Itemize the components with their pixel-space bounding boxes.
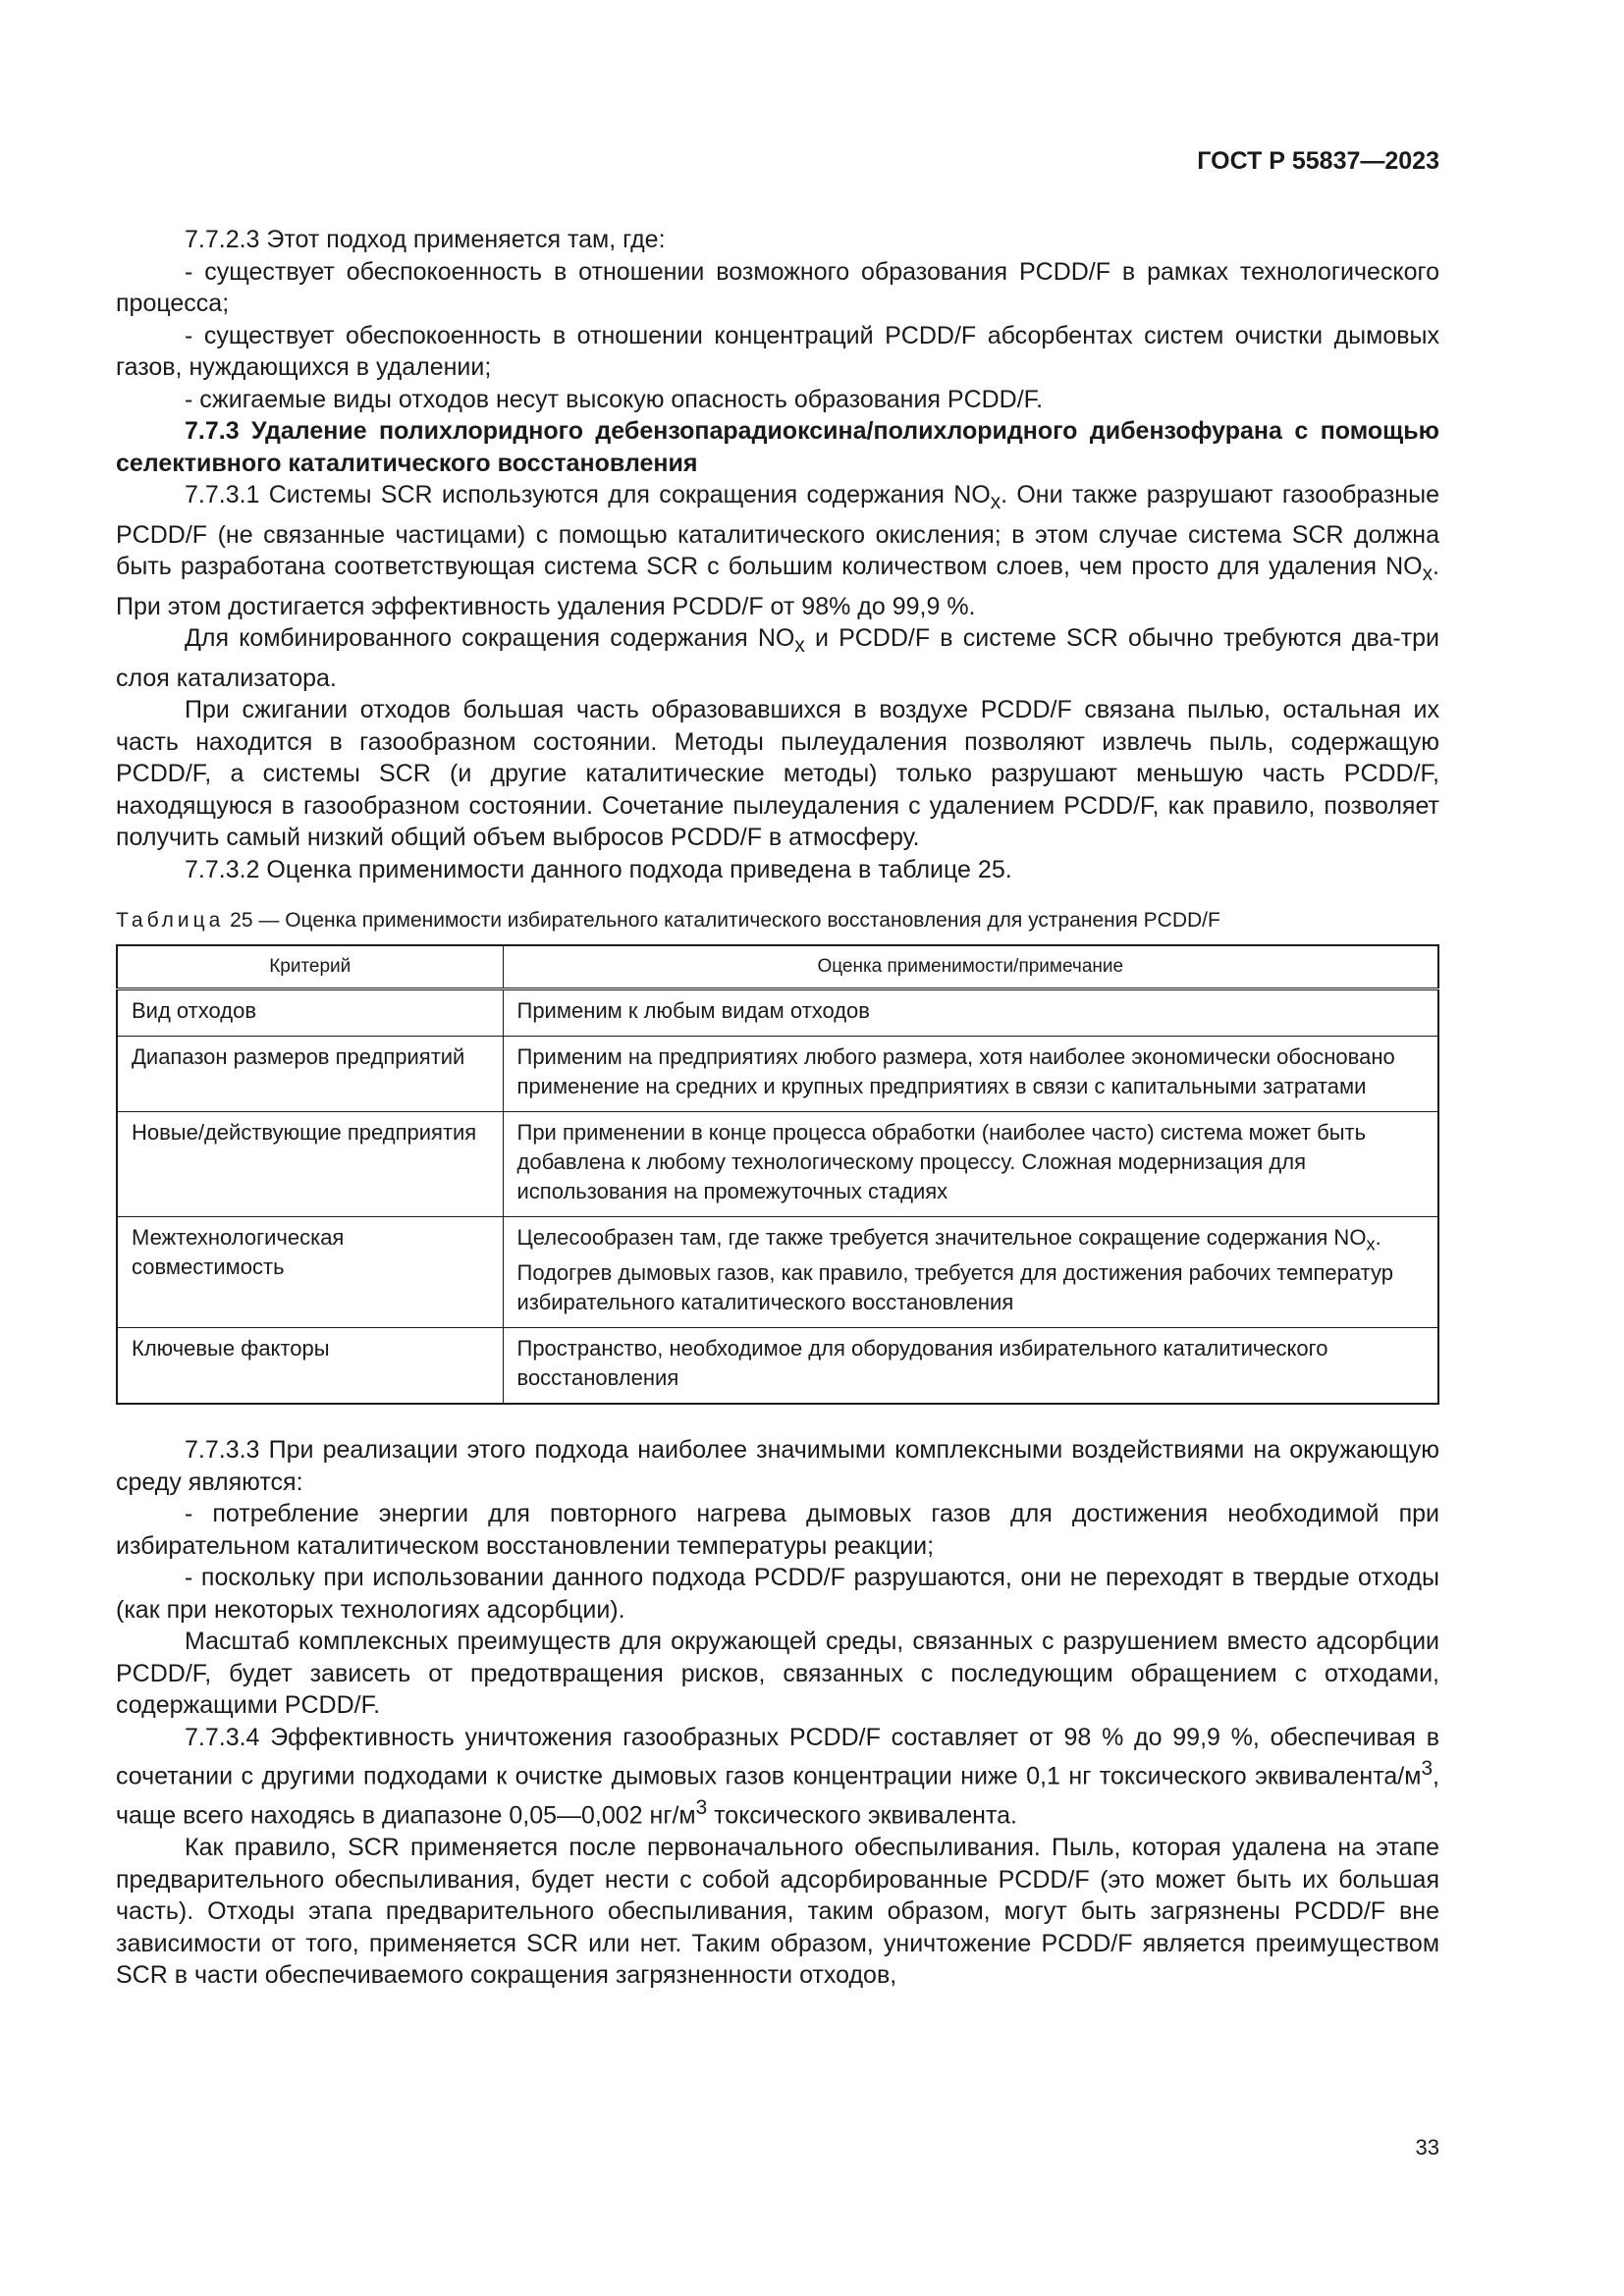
- table-cell-note: Пространство, необходимое для оборудования избирательного каталитического восстановления: [503, 1328, 1438, 1405]
- subscript: x: [990, 491, 1001, 513]
- superscript: 3: [1421, 1757, 1434, 1781]
- subscript: x: [1422, 562, 1434, 585]
- list-item: - потребление энергии для повторного нагрева дымовых газов для достижения необходимой при избирательном каталитическом восстановлении температуры реакции;: [116, 1500, 1439, 1560]
- list-item: - сжигаемые виды отходов несут высокую опасность образования PCDD/F.: [185, 385, 1044, 413]
- table-row: [117, 1112, 1438, 1217]
- table-header-row: [117, 945, 1438, 989]
- paragraph: [116, 1722, 1439, 1832]
- list-item: - поскольку при использовании данного подхода PCDD/F разрушаются, они не переходят в твердые отходы (как при некоторых технологиях адсорбции).: [116, 1564, 1439, 1624]
- paragraph: При сжигании отходов большая часть образовавшихся в воздухе PCDD/F связана пылью, остальная их часть находится в газообразном состоянии. Методы пылеудаления позволяют извлечь пыль, содержащую PCDD/F, а системы SCR (и другие каталитические методы) только разрушают меньшую часть PCDD/F, находящуюся в газообразном состоянии. Сочетание пылеудаления с удалением PCDD/F, как правило, позволяет получить самый низкий общий объем выбросов PCDD/F в атмосферу.: [116, 696, 1439, 851]
- column-header-assessment: Оценка применимости/примечание: [503, 945, 1438, 989]
- text-run: . При этом достигается эффективность удаления PCDD/F от 98% до 99,9 %.: [116, 553, 1439, 620]
- table-cell-note: Применим на предприятиях любого размера, хотя наиболее экономически обосновано применение на средних и крупных предприятиях в связи с капитальными затратами: [503, 1037, 1438, 1112]
- text-run: Для комбинированного сокращения содержания NO: [185, 624, 795, 652]
- section-heading: 7.7.3 Удаление полихлоридного дебензопарадиоксина/полихлоридного дибензофурана с помощью селективного каталитического восстановления: [116, 417, 1439, 477]
- text-run: и PCDD/F в системе SCR обычно требуются два-три слоя катализатора.: [116, 624, 1439, 692]
- text-run: . Они также разрушают газообразные PCDD/F (не связанные частицами) с помощью каталитического окисления; в этом случае система SCR должна быть разработана соответствующая система SCR с большим количеством слоев, чем просто для удаления NO: [116, 481, 1439, 580]
- paragraph: Как правило, SCR применяется после первоначального обеспыливания. Пыль, которая удалена на этапе предварительного обеспыливания, будет нести с собой адсорбированные PCDD/F (это может быть их большая часть). Отходы этапа предварительного обеспыливания, таким образом, могут быть загрязнены PCDD/F вне зависимости от того, применяется SCR или нет. Таким образом, уничтожение PCDD/F является преимуществом SCR в части обеспечиваемого сокращения загрязненности отходов,: [116, 1834, 1439, 1990]
- table-cell-criterion: Новые/действующие предприятия: [117, 1112, 503, 1217]
- table-caption-label: Таблица: [116, 909, 225, 932]
- table-caption: [116, 907, 1439, 934]
- paragraph: 7.7.2.3 Этот подход применяется там, где:: [185, 226, 666, 253]
- list-item: - существует обеспокоенность в отношении возможного образования PCDD/F в рамках технологического процесса;: [116, 257, 1439, 317]
- paragraph: 7.7.3.3 При реализации этого подхода наиболее значимыми комплексными воздействиями на окружающую среду являются:: [116, 1436, 1439, 1496]
- table-row: [117, 1217, 1438, 1328]
- column-header-criterion: Критерий: [117, 945, 503, 989]
- table-cell-criterion: Вид отходов: [117, 989, 503, 1037]
- table-row: [117, 1037, 1438, 1112]
- text-run: Целесообразен там, где также требуется значительное сокращение содержания NO: [516, 1225, 1367, 1250]
- table-cell-note: [503, 1217, 1438, 1328]
- paragraph: Масштаб комплексных преимуществ для окружающей среды, связанных с разрушением вместо адсорбции PCDD/F, будет зависеть от предотвращения рисков, связанных с последующим обращением с отходами, содержащими PCDD/F.: [116, 1628, 1439, 1720]
- paragraph: [116, 622, 1439, 694]
- text-run: 7.7.3.4 Эффективность уничтожения газообразных PCDD/F составляет от 98 % до 99,9 %, обеспечивая в сочетании с другими подходами к очистке дымовых газов концентрации ниже 0,1 нг токсического эквивалента/м: [116, 1723, 1439, 1790]
- page-number: 33: [1415, 2135, 1439, 2160]
- subscript: x: [794, 634, 805, 657]
- table-caption-text: 25 — Оценка применимости избирательного каталитического восстановления для устранения PCDD/F: [224, 909, 1220, 932]
- paragraph: 7.7.3.2 Оценка применимости данного подхода приведена в таблице 25.: [185, 855, 1012, 883]
- table-cell-criterion: Диапазон размеров предприятий: [117, 1037, 503, 1112]
- table-row: [117, 989, 1438, 1037]
- table-cell-note: Применим к любым видам отходов: [503, 989, 1438, 1037]
- list-item: - существует обеспокоенность в отношении концентраций PCDD/F абсорбентах систем очистки дымовых газов, нуждающихся в удалении;: [116, 321, 1439, 381]
- table-cell-criterion: Межтехнологическая совместимость: [117, 1217, 503, 1328]
- text-run: . Подогрев дымовых газов, как правило, требуется для достижения рабочих температур избирательного каталитического восстановления: [516, 1225, 1393, 1315]
- text-run: 7.7.3.1 Системы SCR используются для сокращения содержания NO: [185, 481, 991, 508]
- subscript: x: [1366, 1233, 1376, 1255]
- paragraph: [116, 479, 1439, 622]
- document-header: ГОСТ Р 55837—2023: [1197, 147, 1439, 175]
- text-run: токсического эквивалента.: [707, 1801, 1018, 1830]
- table-cell-note: При применении в конце процесса обработки (наиболее часто) система может быть добавлена к любому технологическому процессу. Сложная модернизация для использования на промежуточных стадиях: [503, 1112, 1438, 1217]
- table-cell-criterion: Ключевые факторы: [117, 1328, 503, 1405]
- superscript: 3: [695, 1796, 708, 1820]
- table-row: [117, 1328, 1438, 1405]
- document-body: [116, 224, 1439, 1992]
- text-run: , чаще всего находясь в диапазоне 0,05—0,002 нг/м: [116, 1762, 1439, 1830]
- applicability-table: [116, 944, 1439, 1405]
